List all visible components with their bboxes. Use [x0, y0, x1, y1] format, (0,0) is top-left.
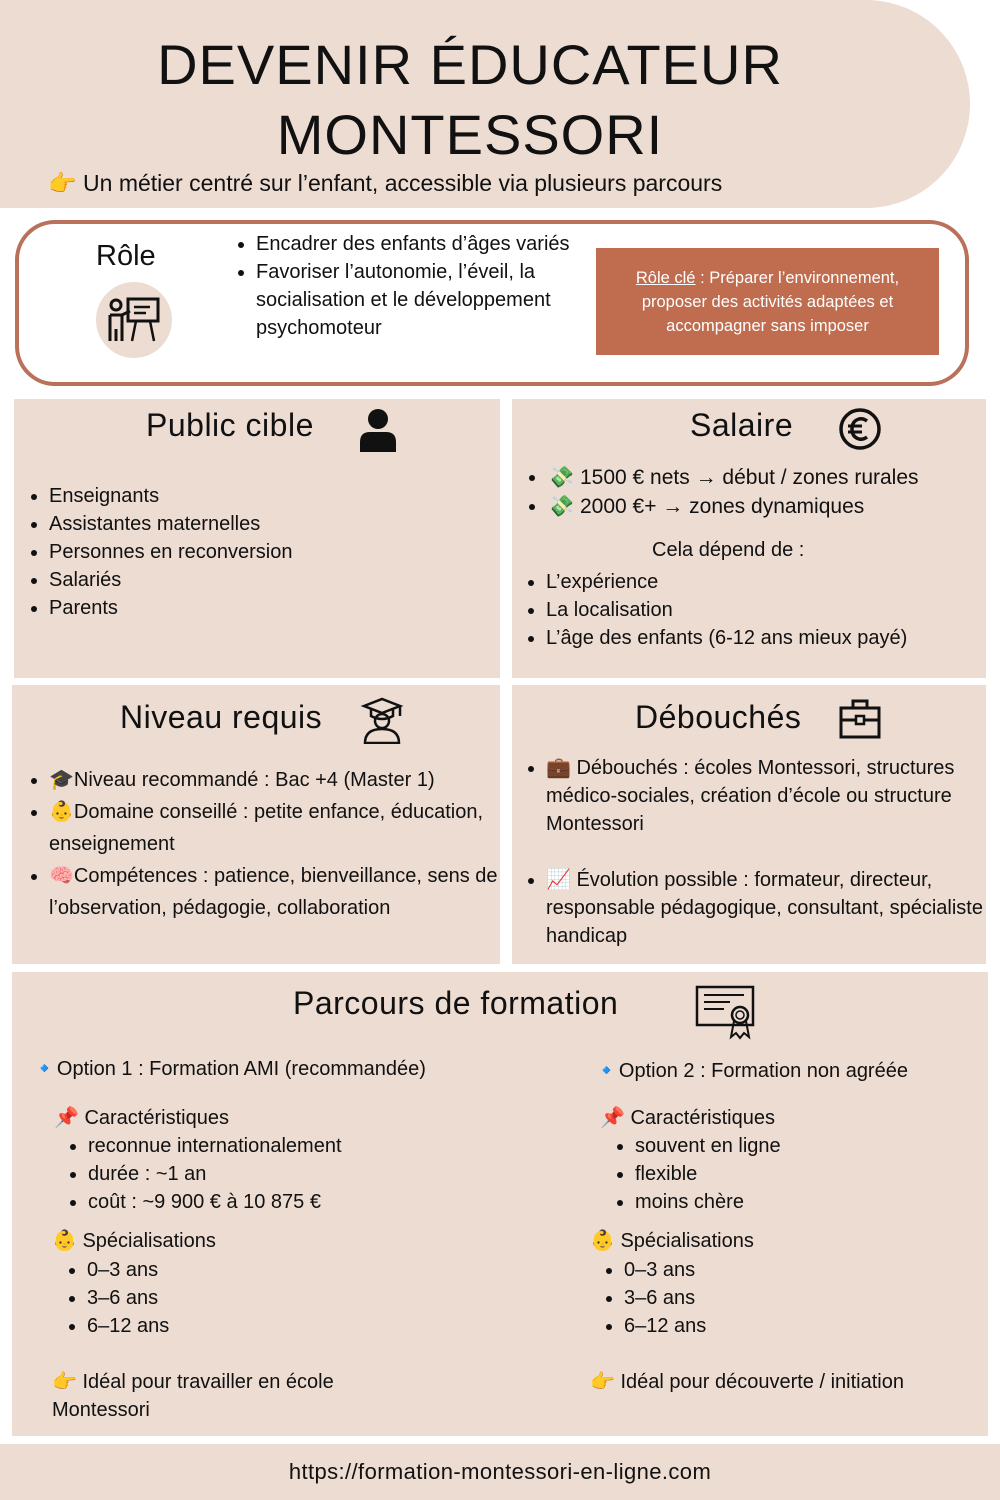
option1-ideal: 👉 Idéal pour travailler en école Montessori	[52, 1371, 334, 1421]
option1-spec-list	[61, 1256, 169, 1340]
list-item: • Salariés	[49, 566, 292, 594]
list-item: • 👶Domaine conseillé : petite enfance, éducation, enseignement	[49, 796, 509, 860]
list-item: • moins chère	[635, 1188, 781, 1216]
debouches-title: Débouchés	[635, 699, 802, 735]
list-item: • L’expérience	[546, 568, 907, 596]
public-list	[23, 482, 292, 622]
option2-carac-label: 📌 Caractéristiques	[600, 1107, 775, 1129]
list-item: • 💸 1500 € nets → début / zones rurales	[548, 463, 919, 492]
list-item: • reconnue internationalement	[88, 1132, 342, 1160]
list-item: • 💼 Débouchés : écoles Montessori, structures médico-sociales, création d’école ou structure Montessori	[546, 754, 991, 838]
list-item: • 📈 Évolution possible : formateur, directeur, responsable pédagogique, consultant, spécialiste handicap	[546, 866, 991, 950]
list-item: • L’âge des enfants (6-12 ans mieux payé)	[546, 624, 907, 652]
option2-title: 🔹Option 2 : Formation non agréée	[594, 1060, 908, 1082]
salaire-title: Salaire	[690, 407, 794, 443]
list-item: • Assistantes maternelles	[49, 510, 292, 538]
graduate-icon	[360, 696, 404, 744]
list-item: • 🎓Niveau recommandé : Bac +4 (Master 1)	[49, 764, 509, 796]
option2-spec-list	[598, 1256, 706, 1340]
option2-carac-list	[609, 1132, 781, 1216]
list-item: • durée : ~1 an	[88, 1160, 342, 1188]
list-item: • 0–3 ans	[624, 1256, 706, 1284]
role-key-box	[596, 248, 939, 355]
salaire-factors	[520, 568, 907, 652]
briefcase-icon	[838, 698, 882, 740]
list-item: • 0–3 ans	[87, 1256, 169, 1284]
list-item: • 6–12 ans	[624, 1312, 706, 1340]
list-item: • Personnes en reconversion	[49, 538, 292, 566]
option2-ideal: 👉 Idéal pour découverte / initiation	[590, 1371, 904, 1393]
list-item: • coût : ~9 900 € à 10 875 €	[88, 1188, 342, 1216]
list-item: • 3–6 ans	[87, 1284, 169, 1312]
list-item: • Parents	[49, 594, 292, 622]
niveau-title: Niveau requis	[120, 699, 323, 735]
role-key-text: : Préparer l’environnement, proposer des activités adaptées et accompagner sans imposer	[641, 268, 900, 335]
list-item: • Encadrer des enfants d’âges variés	[256, 230, 616, 258]
list-item: • Enseignants	[49, 482, 292, 510]
option1-spec-label: 👶 Spécialisations	[52, 1230, 216, 1252]
list-item: • 6–12 ans	[87, 1312, 169, 1340]
page-subtitle: 👉 Un métier centré sur l’enfant, accessible via plusieurs parcours	[48, 170, 723, 196]
parcours-title: Parcours de formation	[293, 985, 619, 1021]
list-item: • 🧠Compétences : patience, bienveillance, sens de l’observation, pédagogie, collaboration	[49, 860, 509, 924]
option2-spec-label: 👶 Spécialisations	[590, 1230, 754, 1252]
option1-title: 🔹Option 1 : Formation AMI (recommandée)	[32, 1058, 426, 1080]
list-item: • flexible	[635, 1160, 781, 1188]
salaire-list	[522, 463, 919, 521]
list-item: • souvent en ligne	[635, 1132, 781, 1160]
option1-carac-list	[62, 1132, 342, 1216]
role-list	[230, 230, 616, 342]
debouches-list	[520, 754, 991, 950]
euro-coin-icon	[838, 407, 882, 451]
page-title: DEVENIR ÉDUCATEUR MONTESSORI	[157, 33, 783, 166]
footer-url[interactable]: https://formation-montessori-en-ligne.com	[0, 1444, 1000, 1500]
salaire-depend-label: Cela dépend de :	[652, 539, 805, 561]
niveau-list	[23, 764, 509, 924]
role-title: Rôle	[96, 240, 156, 272]
list-item: • La localisation	[546, 596, 907, 624]
list-item: • 💸 2000 €+ → zones dynamiques	[548, 492, 919, 521]
teacher-board-icon	[96, 282, 172, 358]
public-title: Public cible	[146, 407, 314, 443]
list-item: • 3–6 ans	[624, 1284, 706, 1312]
person-icon	[358, 408, 398, 452]
option1-carac-label: 📌 Caractéristiques	[54, 1107, 229, 1129]
certificate-icon	[694, 983, 758, 1041]
role-key-label: Rôle clé	[635, 268, 696, 287]
list-item: • Favoriser l’autonomie, l’éveil, la socialisation et le développement psychomoteur	[256, 258, 616, 342]
